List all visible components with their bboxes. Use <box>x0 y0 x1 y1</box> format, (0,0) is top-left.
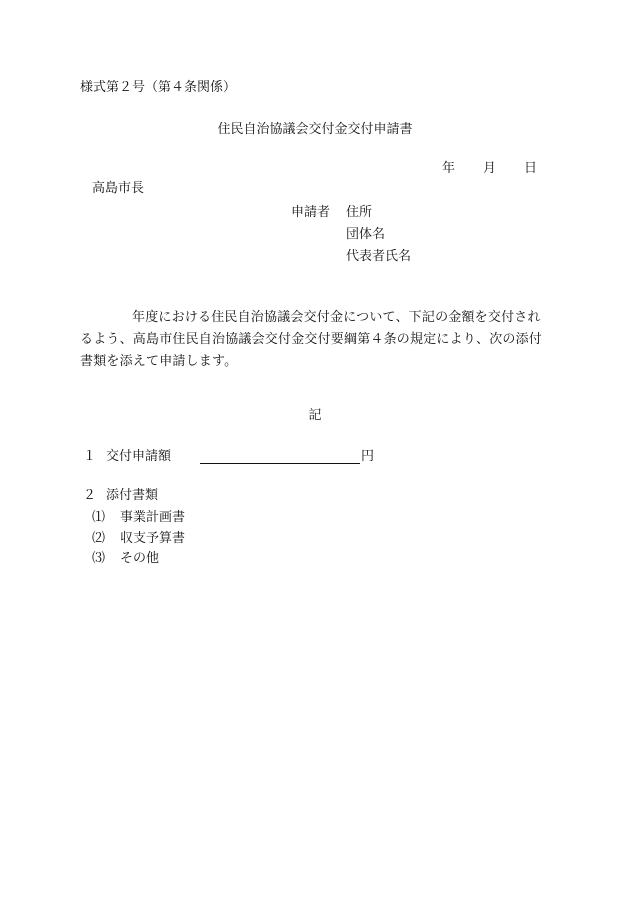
requested-amount-label: 交付申請額 <box>106 449 172 464</box>
amount-underline <box>200 463 360 464</box>
attachment-other: その他 <box>120 551 160 566</box>
application-body-text: 年度における住民自治協議会交付金について、下記の金額を交付されるよう、高島市住民自治協議会交付金交付要綱第４条の規定により、次の添付書類を添えて申請します。 <box>80 310 543 369</box>
attachment-number-2: ⑵ <box>92 531 106 546</box>
form-number: 様式第２号（第４条関係） <box>80 80 237 95</box>
applicant-organization-label: 団体名 <box>346 227 386 242</box>
attachment-business-plan: 事業計画書 <box>120 510 186 525</box>
date-year-label: 年 <box>442 161 456 176</box>
attachment-number-3: ⑶ <box>92 551 106 566</box>
applicant-representative-label: 代表者氏名 <box>346 249 412 264</box>
item-number-1: １ <box>83 449 97 464</box>
date-month-label: 月 <box>483 161 497 176</box>
ki-heading: 記 <box>308 408 322 423</box>
addressee: 高島市長 <box>92 181 145 196</box>
applicant-address-label: 住所 <box>346 205 373 220</box>
attachments-label: 添付書類 <box>106 488 159 503</box>
attachment-number-1: ⑴ <box>92 510 106 525</box>
applicant-label: 申請者 <box>291 205 331 220</box>
yen-unit: 円 <box>361 449 375 464</box>
item-number-2: ２ <box>83 488 97 503</box>
date-day-label: 日 <box>524 161 538 176</box>
attachment-budget: 収支予算書 <box>120 531 186 546</box>
document-title: 住民自治協議会交付金交付申請書 <box>217 122 413 137</box>
